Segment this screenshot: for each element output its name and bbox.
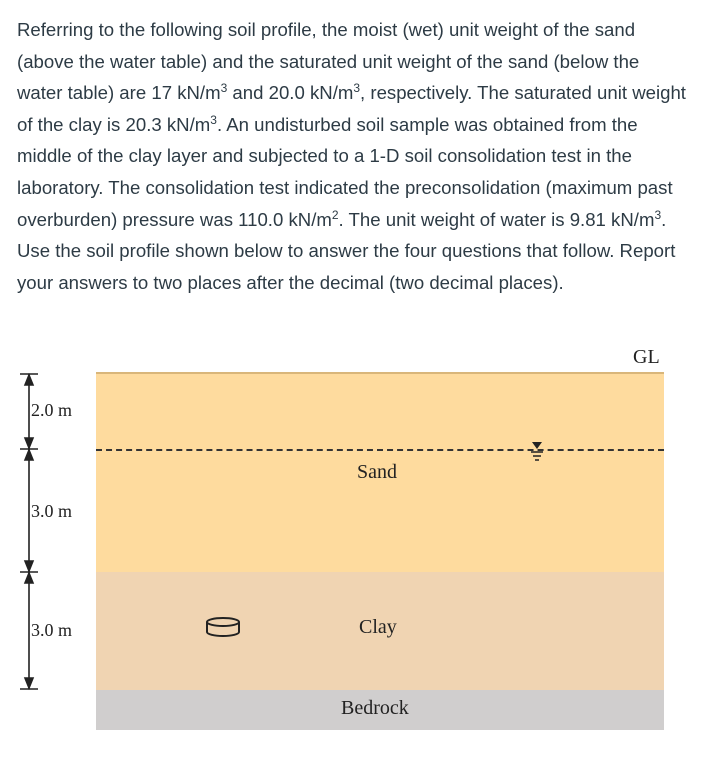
water-table-line: [96, 449, 664, 451]
clay-thickness-label: 3.0 m: [31, 620, 73, 640]
ground-level-line: [96, 372, 664, 374]
sand-saturated-thickness-label: 3.0 m: [31, 501, 73, 521]
soil-sample-icon: [203, 614, 243, 640]
bedrock-label: Bedrock: [341, 697, 409, 719]
sand-dry-thickness-label: 2.0 m: [31, 400, 73, 420]
soil-profile-diagram: [0, 340, 702, 740]
clay-label: Clay: [359, 616, 397, 638]
sand-label: Sand: [357, 461, 397, 483]
water-table-icon: [525, 438, 555, 468]
ground-level-label: GL: [633, 346, 660, 368]
question-text: Referring to the following soil profile, the moist (wet) unit weight of the sand (above the water table) and the saturated unit weight of the sand (below the water table) are 17 $kN/m^3$ and 20.0 $kN/m^3$, respectively. The saturated unit weight of the clay is 20.3 $kN/m^3$. An undisturbed soil sample was obtained from the middle of the clay layer and subjected to a 1-D soil consolidation test in the laboratory. The consolidation test indicated the preconsolidation (maximum past overburden) pressure was 110.0 $kN/m^2$. The unit weight of water is 9.81 $kN/m^3$. Use the soil profile shown below to answer the four questions that follow. Report your answers to two places after the decimal (two decimal places).: [17, 19, 686, 293]
